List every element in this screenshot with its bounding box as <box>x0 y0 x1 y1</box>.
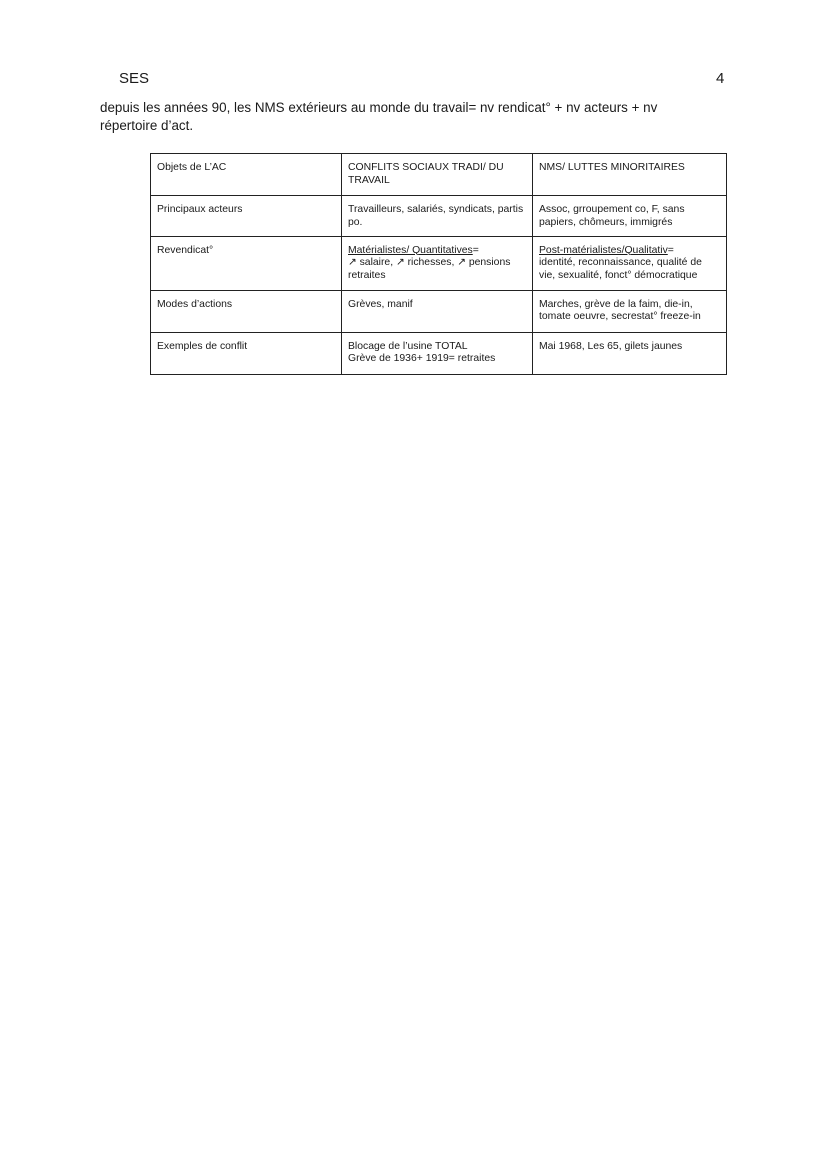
table-row <box>151 154 727 196</box>
intro-paragraph <box>100 99 740 135</box>
intro-line-2: répertoire d’act. <box>100 118 194 133</box>
traditional-revendicat-heading-suffix: = <box>472 244 479 256</box>
traditional-revendicat-heading: Matérialistes/ Quantitatives <box>348 244 473 256</box>
cell-traditional-header: CONFLITS SOCIAUX TRADI/ DU TRAVAIL <box>342 154 533 196</box>
traditional-revendicat-text: ↗ salaire, ↗ richesses, ↗ pensions retraites <box>348 257 511 282</box>
nms-revendicat-heading: Post-matérialistes/Qualitativ <box>539 244 668 256</box>
traditional-exemples-line-2: Grève de 1936+ 1919= retraites <box>348 353 496 365</box>
table-row <box>151 332 727 374</box>
cell-nms-modes: Marches, grève de la faim, die-in, tomate oeuvre, secrestat° freeze-in <box>533 290 727 332</box>
table-row <box>151 196 727 237</box>
table-row <box>151 290 727 332</box>
cell-nms-header: NMS/ LUTTES MINORITAIRES <box>533 154 727 196</box>
cell-traditional-revendicat <box>342 236 533 290</box>
page-number: 4 <box>716 70 725 87</box>
cell-traditional-modes: Grèves, manif <box>342 290 533 332</box>
nms-revendicat-text: identité, reconnaissance, qualité de vie, sexualité, fonct° démocratique <box>539 257 702 282</box>
row-label-objets: Objets de L’AC <box>151 154 342 196</box>
traditional-exemples-line-1: Blocage de l’usine TOTAL <box>348 340 468 352</box>
row-label-revendicat: Revendicat° <box>151 236 342 290</box>
cell-traditional-exemples <box>342 332 533 374</box>
cell-traditional-acteurs: Travailleurs, salariés, syndicats, partis po. <box>342 196 533 237</box>
intro-line-1: depuis les années 90, les NMS extérieurs au monde du travail= nv rendicat° + nv acteurs + nv <box>100 100 658 115</box>
cell-nms-revendicat <box>533 236 727 290</box>
table-row <box>151 236 727 290</box>
nms-revendicat-heading-suffix: = <box>667 244 674 256</box>
cell-nms-acteurs: Assoc, grroupement co, F, sans papiers, chômeurs, immigrés <box>533 196 727 237</box>
comparison-table <box>150 153 727 375</box>
row-label-exemples: Exemples de conflit <box>151 332 342 374</box>
row-label-acteurs: Principaux acteurs <box>151 196 342 237</box>
cell-nms-exemples: Mai 1968, Les 65, gilets jaunes <box>533 332 727 374</box>
row-label-modes: Modes d’actions <box>151 290 342 332</box>
document-title: SES <box>119 70 150 87</box>
